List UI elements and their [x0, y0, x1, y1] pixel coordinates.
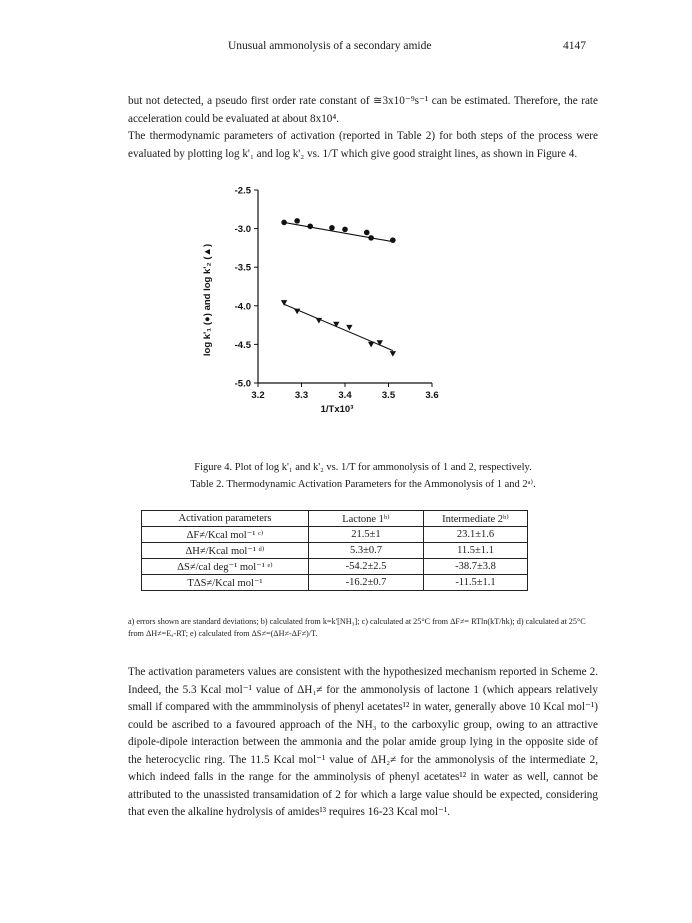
- y-axis-label: log k'₁ (●) and log k'₂ (▲): [202, 243, 213, 357]
- header-intermediate-2: Intermediate 2ᵇ⁾: [424, 511, 528, 527]
- table-row: [142, 527, 528, 543]
- table-row: [142, 559, 528, 575]
- lactone-value: 5.3±0.7: [309, 543, 424, 559]
- data-point-circle: [390, 237, 396, 243]
- table-row: [142, 575, 528, 591]
- x-tick-label: 3.6: [425, 390, 439, 401]
- parameter-name: TΔS≠/Kcal mol⁻¹: [142, 575, 309, 591]
- data-point-triangle: [333, 322, 339, 328]
- data-point-triangle: [316, 318, 322, 324]
- intermediate-value: 23.1±1.6: [424, 527, 528, 543]
- data-point-circle: [329, 225, 335, 231]
- intermediate-value: 11.5±1.1: [424, 543, 528, 559]
- data-point-triangle: [368, 342, 374, 348]
- y-tick-label: -4.5: [234, 339, 251, 351]
- parameter-name: ΔS≠/cal deg⁻¹ mol⁻¹ ᵉ⁾: [142, 559, 309, 575]
- x-axis-label: 1/Tx10³: [320, 404, 354, 415]
- lactone-value: -54.2±2.5: [309, 559, 424, 575]
- parameter-name: ΔH≠/Kcal mol⁻¹ ᵈ⁾: [142, 543, 309, 559]
- lactone-value: 21.5±1: [309, 527, 424, 543]
- x-tick-label: 3.5: [381, 390, 396, 401]
- running-title: Unusual ammonolysis of a secondary amide: [228, 40, 432, 52]
- parameter-name: ΔF≠/Kcal mol⁻¹ ᶜ⁾: [142, 527, 309, 543]
- figure-caption: Figure 4. Plot of log k'₁ and k'₂ vs. 1/T for ammonolysis of 1 and 2, respectively.: [194, 462, 532, 473]
- data-point-circle: [281, 220, 287, 226]
- x-tick-label: 3.4: [338, 390, 352, 401]
- data-point-triangle: [294, 309, 300, 315]
- intro-paragraph-2: The thermodynamic parameters of activation (reported in Table 2) for both steps of the process were evaluated by plotting log k'₁ and log k'₂ vs. 1/T which give good straight lines, as shown in Figure 4.: [128, 130, 598, 160]
- table-header-row: [142, 511, 528, 527]
- table-footnote: a) errors shown are standard deviations; b) calculated from k=k'[NH₃]; c) calculated at 25°C from ΔF≠= RTln(kT/hk); d) calculated at 25°C from ΔH≠=Eₐ-RT; e) calculated from ΔS≠=(ΔH≠-ΔF≠)/T.: [128, 617, 586, 638]
- data-point-triangle: [390, 351, 396, 357]
- y-tick-label: -3.0: [234, 224, 251, 236]
- intermediate-value: -11.5±1.1: [424, 575, 528, 591]
- data-point-circle: [368, 235, 374, 241]
- data-point-triangle: [346, 325, 352, 331]
- y-tick-label: -3.5: [234, 262, 251, 274]
- y-tick-label: -5.0: [234, 378, 251, 390]
- fit-line: [284, 222, 393, 241]
- fit-line: [284, 304, 393, 350]
- data-point-triangle: [377, 340, 383, 346]
- data-point-circle: [307, 223, 313, 229]
- x-tick-label: 3.2: [251, 390, 265, 401]
- intermediate-value: -38.7±3.8: [424, 559, 528, 575]
- data-point-circle: [342, 227, 348, 233]
- data-point-circle: [364, 230, 370, 236]
- thermodynamic-parameters-table: [141, 510, 528, 591]
- y-tick-label: -2.5: [234, 185, 251, 197]
- page-number: 4147: [563, 40, 586, 52]
- lactone-value: -16.2±0.7: [309, 575, 424, 591]
- header-lactone-1: Lactone 1ᵇ⁾: [309, 511, 424, 527]
- y-tick-label: -4.0: [234, 301, 251, 313]
- intro-paragraph-1: but not detected, a pseudo first order rate constant of ≅3x10⁻⁹s⁻¹ can be estimated. Therefore, the rate acceleration could be evaluated at about 8x10⁴.: [128, 95, 598, 125]
- table-row: [142, 543, 528, 559]
- header-activation-parameters: Activation parameters: [142, 511, 309, 527]
- x-tick-label: 3.3: [294, 390, 309, 401]
- discussion-paragraph: The activation parameters values are consistent with the hypothesized mechanism reported in Scheme 2. Indeed, the 5.3 Kcal mol⁻¹ value of ΔH₁≠ for the ammonolysis of lactone 1 (which appears relatively small if compared with the ammminolysis of phenyl acetates¹² in water, generally above 10 Kcal mol⁻¹) could be ascribed to a favoured approach of the NH₃ to the carboxylic group, owing to an attractive dipole-dipole interaction between the ammonia and the polar amide group lying in the opposite side of the heterocyclic ring. The 11.5 Kcal mol⁻¹ value of ΔH₂≠ for the ammonolysis of the intermediate 2, which indeed falls in the range for the amminolysis of phenyl acetates¹² in water as well, cannot be attributed to the unassisted transamidation of 2 for which a large value should be expected, considering that even the alkaline hydrolysis of amides¹³ requires 16-23 Kcal mol⁻¹.: [128, 666, 598, 818]
- intro-text: [128, 93, 598, 163]
- figure-4-chart: [150, 180, 450, 420]
- table-caption: Table 2. Thermodynamic Activation Parameters for the Ammonolysis of 1 and 2ᵃ⁾.: [190, 479, 536, 490]
- data-point-circle: [294, 218, 300, 224]
